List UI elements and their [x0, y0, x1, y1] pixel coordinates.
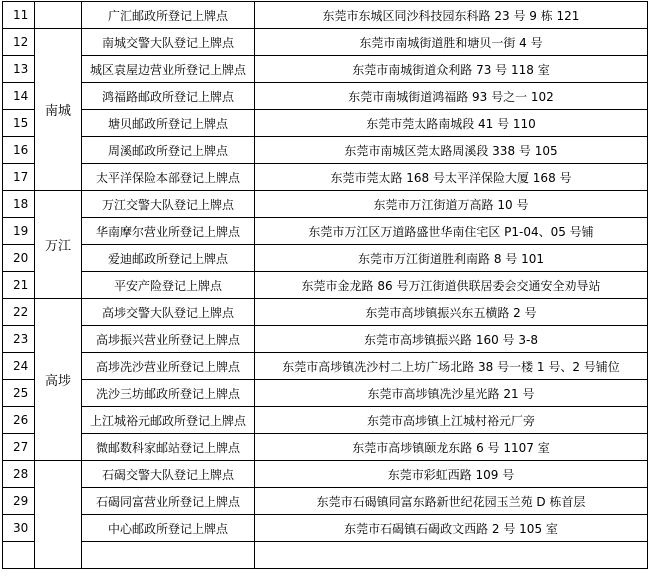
point-address: 东莞市南城街道众利路 73 号 118 室 [255, 56, 648, 83]
point-address: 东莞市南城街道鸿福路 93 号之一 102 [255, 83, 648, 110]
point-address: 东莞市彩虹西路 109 号 [255, 461, 648, 488]
point-address: 东莞市高埗镇冼沙村二上坊广场北路 38 号一楼 1 号、2 号铺位 [255, 353, 648, 380]
point-address: 东莞市高埗镇振兴东五横路 2 号 [255, 299, 648, 326]
point-address: 东莞市莞太路南城段 41 号 110 [255, 110, 648, 137]
row-number: 23 [3, 326, 35, 353]
point-address: 东莞市高埗镇上江城村裕元厂旁 [255, 407, 648, 434]
row-number: 27 [3, 434, 35, 461]
point-name: 石碣交警大队登记上牌点 [82, 461, 255, 488]
district-cell [35, 461, 82, 569]
point-address: 东莞市金龙路 86 号万江街道供联居委会交通安全劝导站 [255, 272, 648, 299]
table-row [3, 542, 648, 569]
point-address: 东莞市莞太路 168 号太平洋保险大厦 168 号 [255, 164, 648, 191]
row-number: 14 [3, 83, 35, 110]
point-address: 东莞市高埗镇冼沙星光路 21 号 [255, 380, 648, 407]
point-name: 石碣同富营业所登记上牌点 [82, 488, 255, 515]
district-cell: 南城 [35, 29, 82, 191]
table-row [3, 272, 648, 299]
point-address: 东莞市南城街道胜和塘贝一街 4 号 [255, 29, 648, 56]
row-number: 22 [3, 299, 35, 326]
table-row [3, 56, 648, 83]
table-row [3, 326, 648, 353]
point-name: 南城交警大队登记上牌点 [82, 29, 255, 56]
point-address: 东莞市万江区万道路盛世华南住宅区 P1-04、05 号铺 [255, 218, 648, 245]
table-row [3, 434, 648, 461]
row-number: 20 [3, 245, 35, 272]
row-number: 19 [3, 218, 35, 245]
point-name: 万江交警大队登记上牌点 [82, 191, 255, 218]
table-row [3, 164, 648, 191]
point-name: 平安产险登记上牌点 [82, 272, 255, 299]
row-number: 26 [3, 407, 35, 434]
point-name: 塘贝邮政所登记上牌点 [82, 110, 255, 137]
row-number: 24 [3, 353, 35, 380]
point-address: 东莞市东城区同沙科技园东科路 23 号 9 栋 121 [255, 2, 648, 29]
point-address: 东莞市南城区莞太路周溪段 338 号 105 [255, 137, 648, 164]
table-row [3, 488, 648, 515]
table-row [3, 380, 648, 407]
table-row [3, 29, 648, 56]
row-number: 11 [3, 2, 35, 29]
table-row [3, 137, 648, 164]
row-number: 12 [3, 29, 35, 56]
row-number: 16 [3, 137, 35, 164]
point-name: 高埗振兴营业所登记上牌点 [82, 326, 255, 353]
table-row [3, 110, 648, 137]
point-name: 冼沙三坊邮政所登记上牌点 [82, 380, 255, 407]
point-name: 爱迪邮政所登记上牌点 [82, 245, 255, 272]
table-row [3, 218, 648, 245]
row-number: 13 [3, 56, 35, 83]
row-number: 15 [3, 110, 35, 137]
point-address: 东莞市万江街道万高路 10 号 [255, 191, 648, 218]
row-number: 18 [3, 191, 35, 218]
point-address: 东莞市石碣镇石碣政文西路 2 号 105 室 [255, 515, 648, 542]
point-name: 太平洋保险本部登记上牌点 [82, 164, 255, 191]
point-name: 微邮数科家邮站登记上牌点 [82, 434, 255, 461]
table-row [3, 299, 648, 326]
point-address: 东莞市高埗镇颐龙东路 6 号 1107 室 [255, 434, 648, 461]
registration-points-table [2, 1, 648, 569]
point-name: 周溪邮政所登记上牌点 [82, 137, 255, 164]
row-number: 28 [3, 461, 35, 488]
row-number [3, 542, 35, 569]
table-row [3, 2, 648, 29]
table-row [3, 83, 648, 110]
table-row [3, 191, 648, 218]
point-name: 高埗冼沙营业所登记上牌点 [82, 353, 255, 380]
point-address: 东莞市石碣镇同富东路新世纪花园玉兰苑 D 栋首层 [255, 488, 648, 515]
row-number: 29 [3, 488, 35, 515]
point-address: 东莞市高埗镇振兴路 160 号 3-8 [255, 326, 648, 353]
point-name: 城区袁屋边营业所登记上牌点 [82, 56, 255, 83]
row-number: 17 [3, 164, 35, 191]
district-cell: 万江 [35, 191, 82, 299]
row-number: 21 [3, 272, 35, 299]
district-cell [35, 2, 82, 29]
point-name [82, 542, 255, 569]
point-name: 高埗交警大队登记上牌点 [82, 299, 255, 326]
point-name: 上江城裕元邮政所登记上牌点 [82, 407, 255, 434]
table-row [3, 353, 648, 380]
point-name: 中心邮政所登记上牌点 [82, 515, 255, 542]
point-address: 东莞市万江街道胜利南路 8 号 101 [255, 245, 648, 272]
point-name: 鸿福路邮政所登记上牌点 [82, 83, 255, 110]
point-name: 广汇邮政所登记上牌点 [82, 2, 255, 29]
table-row [3, 461, 648, 488]
point-address [255, 542, 648, 569]
table-row [3, 245, 648, 272]
table-row [3, 407, 648, 434]
point-name: 华南摩尔营业所登记上牌点 [82, 218, 255, 245]
row-number: 25 [3, 380, 35, 407]
table-row [3, 515, 648, 542]
district-cell: 高埗 [35, 299, 82, 461]
row-number: 30 [3, 515, 35, 542]
